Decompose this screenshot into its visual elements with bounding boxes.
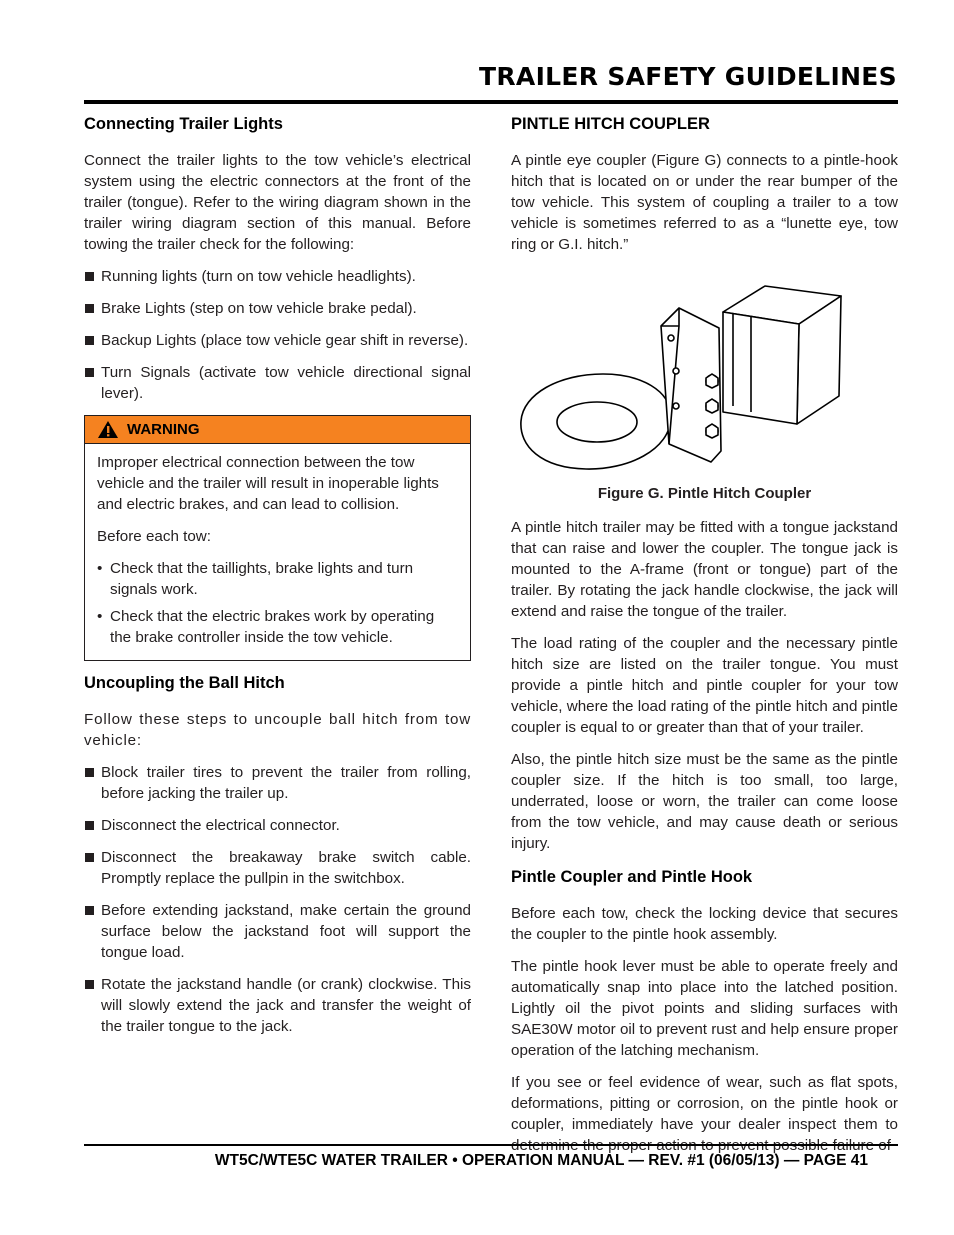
list-item: Turn Signals (activate tow vehicle directional signal lever). [84, 362, 471, 404]
warning-body [85, 444, 470, 660]
list-item: • Check that the taillights, brake lights and turn signals work. [97, 560, 414, 598]
connecting-intro: Connect the trailer lights to the tow vehicle’s electrical system using the electric connectors at the front of the trailer (tongue). Refer to the wiring diagram shown in the trailer wiring diagram section of this manual. Before towing the trailer check for the following: [84, 152, 471, 253]
list-item: Before extending jackstand, make certain the ground surface below the jackstand foot will support the tongue load. [84, 900, 471, 963]
pintle-hitch-coupler-figure [511, 266, 898, 481]
warning-bullets [97, 558, 458, 648]
pintle-coupler-illustration [511, 266, 898, 481]
header-rule [84, 100, 898, 104]
list-item: Backup Lights (place tow vehicle gear shift in reverse). [84, 330, 471, 351]
pintle-para-2: The load rating of the coupler and the necessary pintle hitch size are listed on the trailer tongue. You must provide a pintle hitch and pintle coupler for your tow vehicle, where the load rating of the pintle hitch and pintle coupler is equal to or greater than that of your trailer. [511, 635, 898, 736]
list-item: • Check that the electric brakes work by operating the brake controller inside the tow vehicle. [97, 608, 435, 646]
page-footer: WT5C/WTE5C WATER TRAILER • OPERATION MANUAL — REV. #1 (06/05/13) — PAGE 41 [214, 1152, 868, 1169]
pintle-para-4: Before each tow, check the locking device that secures the coupler to the pintle hook assembly. [511, 905, 898, 943]
warning-triangle-icon [97, 420, 119, 439]
left-column [84, 112, 471, 1048]
list-item: Brake Lights (step on tow vehicle brake pedal). [84, 298, 471, 319]
figure-caption: Figure G. Pintle Hitch Coupler [597, 485, 812, 502]
pintle-intro: A pintle eye coupler (Figure G) connects to a pintle-hook hitch that is located on or under the rear bumper of the tow vehicle. This system of coupling a trailer to a tow vehicle is sometimes referred to as a “lunette eye, tow ring or G.I. hitch.” [511, 152, 898, 253]
light-checks-list [84, 266, 471, 404]
heading-pintle-hitch-coupler: PINTLE HITCH COUPLER [511, 115, 710, 133]
warning-header [85, 416, 470, 444]
square-bullet-icon [85, 768, 94, 777]
pintle-para-1: A pintle hitch trailer may be fitted with a tongue jackstand that can raise and lower the coupler. The tongue jack is mounted to the A-frame (front or tongue) part of the trailer. By rotating the jack handle clockwise, the jack will extend and raise the tongue of the trailer. [511, 519, 898, 620]
square-bullet-icon [85, 368, 94, 377]
uncoupling-steps-list [84, 762, 471, 1037]
warning-box [84, 415, 471, 661]
heading-pintle-coupler-and-hook: Pintle Coupler and Pintle Hook [511, 868, 753, 886]
pintle-para-5: The pintle hook lever must be able to operate freely and automatically snap into place into the latched position. Lightly oil the pivot points and sliding surfaces with SAE30W motor oil to prevent rust and help ensure proper operation of the latching mechanism. [511, 958, 898, 1059]
warning-label: WARNING [127, 421, 200, 438]
heading-uncoupling-ball-hitch: Uncoupling the Ball Hitch [84, 674, 285, 692]
warning-before-each-tow: Before each tow: [97, 528, 211, 545]
uncoupling-intro: Follow these steps to uncouple ball hitch from tow vehicle: [84, 711, 471, 749]
heading-connecting-trailer-lights: Connecting Trailer Lights [84, 115, 283, 133]
pintle-para-3: Also, the pintle hitch size must be the same as the pintle coupler size. If the hitch is too small, too large, underrated, loose or worn, the trailer can come loose from the tow vehicle, and may cause death or serious injury. [511, 751, 898, 852]
list-item: Running lights (turn on tow vehicle headlights). [84, 266, 471, 287]
square-bullet-icon [85, 304, 94, 313]
list-item: Block trailer tires to prevent the trailer from rolling, before jacking the trailer up. [84, 762, 471, 804]
square-bullet-icon [85, 821, 94, 830]
pintle-para-6: If you see or feel evidence of wear, such as flat spots, deformations, pitting or corrosion, on the pintle hook or coupler, immediately have your dealer inspect them to [511, 1074, 898, 1133]
square-bullet-icon [85, 272, 94, 281]
footer-rule [84, 1144, 898, 1146]
square-bullet-icon [85, 980, 94, 989]
square-bullet-icon [85, 336, 94, 345]
page-title: TRAILER SAFETY GUIDELINES [479, 62, 897, 91]
right-column [511, 112, 898, 1167]
list-item: Disconnect the breakaway brake switch cable. Promptly replace the pullpin in the switchbox. [84, 847, 471, 889]
square-bullet-icon [85, 853, 94, 862]
square-bullet-icon [85, 906, 94, 915]
list-item: Rotate the jackstand handle (or crank) clockwise. This will slowly extend the jack and transfer the weight of the trailer tongue to the jack. [84, 974, 471, 1037]
warning-text: Improper electrical connection between the tow vehicle and the trailer will result in inoperable lights and electric brakes, and can lead to collision. [97, 454, 439, 513]
list-item: Disconnect the electrical connector. [84, 815, 471, 836]
